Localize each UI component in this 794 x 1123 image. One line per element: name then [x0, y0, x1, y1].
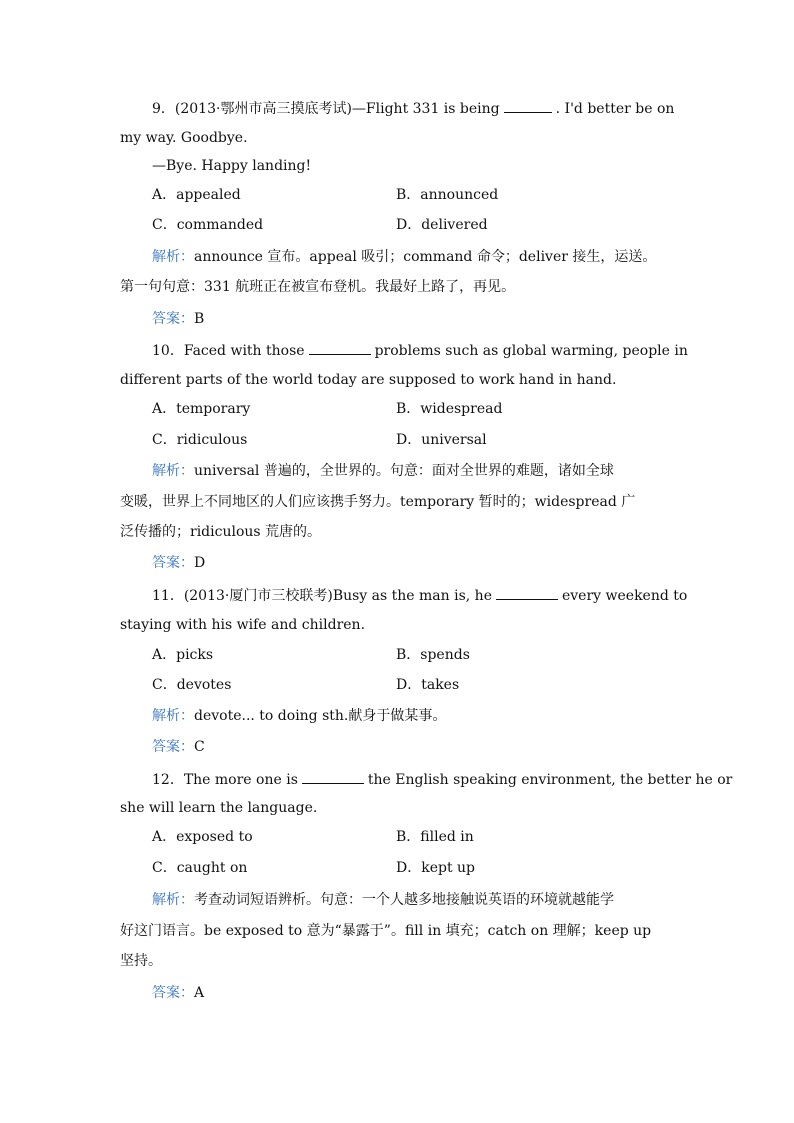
answer-blank — [504, 98, 552, 113]
answer-10 — [152, 553, 205, 573]
analysis-12-line-2: 好这门语言。be exposed to 意为“暴露于”。fill in 填充；catch on 理解；keep up — [120, 923, 652, 939]
answer-11 — [152, 737, 205, 757]
option-a: A．picks — [152, 647, 214, 663]
answer-12 — [152, 983, 204, 1003]
question-text: )—Flight 331 is being — [346, 101, 500, 117]
analysis-text: devote... to doing sth.献身于做某事。 — [194, 708, 447, 724]
option-d: D．takes — [396, 677, 460, 693]
question-source: 厦门市三校联考 — [229, 588, 328, 604]
option-a: A．appealed — [152, 187, 241, 203]
analysis-11-line-1 — [152, 706, 446, 726]
option-c: C．ridiculous — [152, 432, 248, 448]
answer-blank — [309, 340, 371, 355]
option-c: C．caught on — [152, 860, 248, 876]
analysis-10-line-2: 变暖，世界上不同地区的人们应该携手努力。temporary 暂时的；widespread 广 — [120, 494, 636, 510]
option-b: B．filled in — [396, 829, 474, 845]
question-9-line-2: my way. Goodbye. — [120, 130, 248, 146]
option-b: B．spends — [396, 647, 470, 663]
question-number: 9．(2013· — [152, 101, 221, 117]
option-d: D．universal — [396, 432, 487, 448]
question-9-line-3: —Bye. Happy landing! — [152, 158, 312, 174]
question-text: every weekend to — [561, 588, 688, 604]
question-9-line-1 — [152, 98, 674, 119]
answer-blank — [302, 769, 364, 784]
question-text: . I'd better be on — [555, 101, 675, 117]
question-10-line-2: different parts of the world today are supposed to work hand in hand. — [120, 372, 617, 388]
answer-9 — [152, 309, 204, 329]
question-10-line-1 — [152, 340, 688, 361]
answer-label: 答案： — [152, 985, 194, 1001]
option-b: B．announced — [396, 187, 499, 203]
option-a: A．temporary — [152, 401, 251, 417]
analysis-text: 考查动词短语辨析。句意：一个人越多地接触说英语的环境就越能学 — [194, 892, 614, 908]
analysis-10-line-1 — [152, 461, 614, 481]
answer-value: B — [194, 311, 205, 327]
option-a: A．exposed to — [152, 829, 253, 845]
analysis-label: 解析： — [152, 463, 194, 479]
option-c: C．devotes — [152, 677, 232, 693]
analysis-label: 解析： — [152, 249, 194, 265]
answer-blank — [496, 585, 558, 600]
option-b: B．widespread — [396, 401, 503, 417]
analysis-9-line-1 — [152, 247, 656, 267]
option-d: D．delivered — [396, 217, 488, 233]
analysis-12-line-1 — [152, 890, 614, 910]
question-text: )Busy as the man is, he — [327, 588, 492, 604]
analysis-10-line-3: 泛传播的；ridiculous 荒唐的。 — [120, 524, 322, 540]
question-text: 10．Faced with those — [152, 343, 305, 359]
question-11-line-2: staying with his wife and children. — [120, 617, 366, 633]
question-text: 12．The more one is — [152, 772, 298, 788]
option-c: C．commanded — [152, 217, 264, 233]
question-text: the English speaking environment, the better he or — [367, 772, 733, 788]
question-source: 鄂州市高三摸底考试 — [220, 101, 347, 117]
answer-label: 答案： — [152, 739, 194, 755]
option-d: D．kept up — [396, 860, 476, 876]
question-number: 11．(2013· — [152, 588, 230, 604]
question-12-line-1 — [152, 769, 733, 790]
analysis-label: 解析： — [152, 708, 194, 724]
question-11-line-1 — [152, 585, 688, 606]
answer-label: 答案： — [152, 555, 194, 571]
analysis-12-line-3: 坚持。 — [120, 953, 162, 969]
analysis-label: 解析： — [152, 892, 194, 908]
question-text: problems such as global warming, people in — [374, 343, 688, 359]
answer-value: A — [194, 985, 205, 1001]
answer-label: 答案： — [152, 311, 194, 327]
analysis-text: announce 宣布。appeal 吸引；command 命令；deliver 接生，运送。 — [194, 249, 657, 265]
question-12-line-2: she will learn the language. — [120, 800, 318, 816]
answer-value: D — [194, 555, 206, 571]
answer-value: C — [194, 739, 205, 755]
analysis-9-line-2: 第一句句意：331 航班正在被宣布登机。我最好上路了，再见。 — [120, 279, 516, 295]
analysis-text: universal 普遍的，全世界的。句意：面对全世界的难题，诸如全球 — [194, 463, 614, 479]
